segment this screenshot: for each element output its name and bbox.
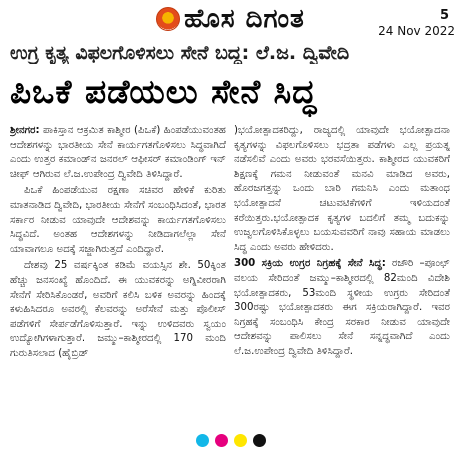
paragraph: )ಭಯೋತ್ಪಾದಕರಿದ್ದು, ರಾಜ್ಯದಲ್ಲಿ ಯಾವುದೇ ಭಯೋತ್ಪಾದನಾ ಕೃತ್ಯಗಳನ್ನು ವಿಫಲಗೊಳಿಸಲು ಭದ್ರತಾ ಪಡೆಗಳು ಎಲ್ಲ ಪ್ರಯತ್ನ ನಡೆಸಲಿವೆ ಎಂದು ಅವರು ಭರವಸೆಯಿತ್ತರು. ಕಾಶ್ಮೀರದ ಯುವಕರಿಗೆ ಶಿಕ್ಷಣಕ್ಕೆ ಗಮನ ನೀಡುವಂತೆ ಮನವಿ ಮಾಡಿದ ಅವರು, ಹೊರಜಗತ್ತನ್ನು ಒಂದು ಬಾರಿ ಗಮನಿಸಿ ಎಂದು ಮತಾಂಧ ಭಯೋತ್ಪಾದನೆ ಚಟುವಟಿಕೆಗಳಿಗೆ ಇಳಿಯದಂತೆ ಕರೆಯಿತ್ತರು.ಭಯೋತ್ಪಾದಕ ಕೃತ್ಯಗಳ ಬದಲಿಗೆ ತಮ್ಮ ಬದುಕನ್ನು ಉಜ್ವಲಗೊಳಿಸಿಕೊಳ್ಳಲು ಬಯಸುವವರಿಗೆ ನಾವು ಸಹಾಯ ಮಾಡಲು ಸಿದ್ಧ ಎಂದು ಅವರು ಹೇಳಿದರು. — [234, 125, 450, 253]
black-ink-dot — [253, 434, 266, 447]
masthead-logo-icon — [156, 7, 180, 31]
article-column-right — [234, 124, 450, 430]
paragraph-text: ಪಾಕಿಸ್ತಾನ ಆಕ್ರಮಿತ ಕಾಶ್ಮೀರ (ಪಿಒಕೆ) ಹಿಂಪಡೆಯುವಂತಹ ಆದೇಶಗಳನ್ನು ಭಾರತೀಯ ಸೇನೆ ಕಾರ್ಯಗತಗೊಳಿಸಲು ಸಿದ್ಧವಾಗಿದೆ ಎಂದು ಉತ್ತರ ಕಮಾಂಡ್‌ನ ಜನರಲ್ ಆಫೀಸರ್ ಕಮಾಂಡಿಂಗ್ ಇನ್ ಚೀಫ್ ಆಗಿರುವ ಲೆ.ಜ.ಉಪೇಂದ್ರ ದ್ವಿವೇದಿ ತಿಳಿಸಿದ್ದಾರೆ. — [10, 125, 226, 180]
article-body — [10, 124, 450, 430]
dateline: ಶ್ರೀನಗರ: — [10, 125, 40, 136]
printer-color-marks — [0, 434, 461, 447]
main-headline: ಪಿಒಕೆ ಪಡೆಯಲು ಸೇನೆ ಸಿದ್ಧ — [10, 72, 318, 111]
paragraph: ದೇಶವು 25 ವರ್ಷಕ್ಕಿಂತ ಕಡಿಮೆ ವಯಸ್ಸಿನ ಶೇ. 50ಕ್ಕಿಂತ ಹೆಚ್ಚು ಜನಸಂಖ್ಯೆ ಹೊಂದಿದೆ. ಈ ಯುವಕರನ್ನು ಅಗ್ನಿವೀರರಾಗಿ ಸೇನೆಗೆ ಸೇರಿಸಿಕೊಂಡರೆ, ಅವರಿಗೆ ಕಲಿಸಿ ಬಳಿಕ ಅವರನ್ನು ಹಿಂದಕ್ಕೆ ಕಳುಹಿಸಿದರೂ ಅವರಲ್ಲಿ ಕೆಲವರನ್ನು ಅರೆಸೇನೆ ಮತ್ತು ಪೊಲೀಸ್ ಪಡೆಗಳಿಗೆ ಸೇರ್ಪಡೆಗೊಳಿಸುತ್ತಾರೆ. ಇನ್ನು ಉಳಿದವರು ಸ್ವಯಂ ಉದ್ಯೋಗಿಗಳಾಗುತ್ತಾರೆ. ಜಮ್ಮು–ಕಾಶ್ಮೀರದಲ್ಲಿ 170 ಮಂದಿ ಗುರುತಿಸಲಾದ (ಹೈಬ್ರಿಡ್ — [10, 260, 226, 359]
article-column-left — [10, 124, 226, 430]
yellow-ink-dot — [234, 434, 247, 447]
paragraph — [234, 257, 450, 359]
subheading: 300 ಸಕ್ರಿಯ ಉಗ್ರರ ನಿಗ್ರಹಕ್ಕೆ ಸೇನೆ ಸಿದ್ಧ: — [234, 258, 386, 270]
magenta-ink-dot — [215, 434, 228, 447]
kicker-headline: ಉಗ್ರ ಕೃತ್ಯ ವಿಫಲಗೊಳಿಸಲು ಸೇನೆ ಬದ್ಧ: ಲೆ.ಜ. ದ್ವಿವೇದಿ — [10, 42, 350, 64]
page-number: 5 — [439, 8, 449, 23]
paragraph-text: ರಜೌರಿ –ಪೂಂಛ್ ವಲಯ ಸೇರಿದಂತೆ ಜಮ್ಮು–ಕಾಶ್ಮೀರದಲ್ಲಿ 82ಮಂದಿ ವಿದೇಶಿ ಭಯೋತ್ಪಾದಕರು, 53ಮಂದಿ ಸ್ಥಳೀಯ ಉಗ್ರರು ಸೇರಿದಂತೆ 300ರಷ್ಟು ಭಯೋತ್ಪಾದಕರು ಈಗ ಸಕ್ರಿಯರಾಗಿದ್ದಾರೆ. ಇವರ ನಿಗ್ರಹಕ್ಕೆ ಸಂಬಂಧಿಸಿ ಕೇಂದ್ರ ಸರಕಾರ ನೀಡುವ ಯಾವುದೇ ಆದೇಶವನ್ನು ಪಾಲಿಸಲು ಸೇನೆ ಸನ್ನದ್ಧವಾಗಿದೆ ಎಂದು ಲೆ.ಜ.ಉಪೇಂದ್ರ ದ್ವಿವೇದಿ ತಿಳಿಸಿದ್ದಾರೆ. — [234, 258, 450, 357]
cyan-ink-dot — [196, 434, 209, 447]
paragraph: ಪಿಒಕೆ ಹಿಂಪಡೆಯುವ ರಕ್ಷಣಾ ಸಚಿವರ ಹೇಳಿಕೆ ಕುರಿತು ಮಾತನಾಡಿದ ದ್ವಿವೇದಿ, ಭಾರತೀಯ ಸೇನೆಗೆ ಸಂಬಂಧಿಸಿದಂತೆ, ಭಾರತ ಸರ್ಕಾರ ನೀಡುವ ಯಾವುದೇ ಆದೇಶವನ್ನು ಕಾರ್ಯಗತಗೊಳಿಸಲು ಸಿದ್ಧವಿದೆ. ಅಂತಹ ಆದೇಶಗಳನ್ನು ನೀಡಿದಾಗಲೆಲ್ಲಾ ಸೇನೆ ಯಾವಾಗಲೂ ಅದಕ್ಕೆ ಸಜ್ಜಾಗಿರುತ್ತದೆ ಎಂದಿದ್ದಾರೆ. — [10, 185, 226, 255]
paragraph — [10, 124, 226, 182]
newspaper-name: ಹೊಸ ದಿಗಂತ — [184, 3, 305, 34]
issue-date: 24 Nov 2022 — [378, 24, 455, 38]
